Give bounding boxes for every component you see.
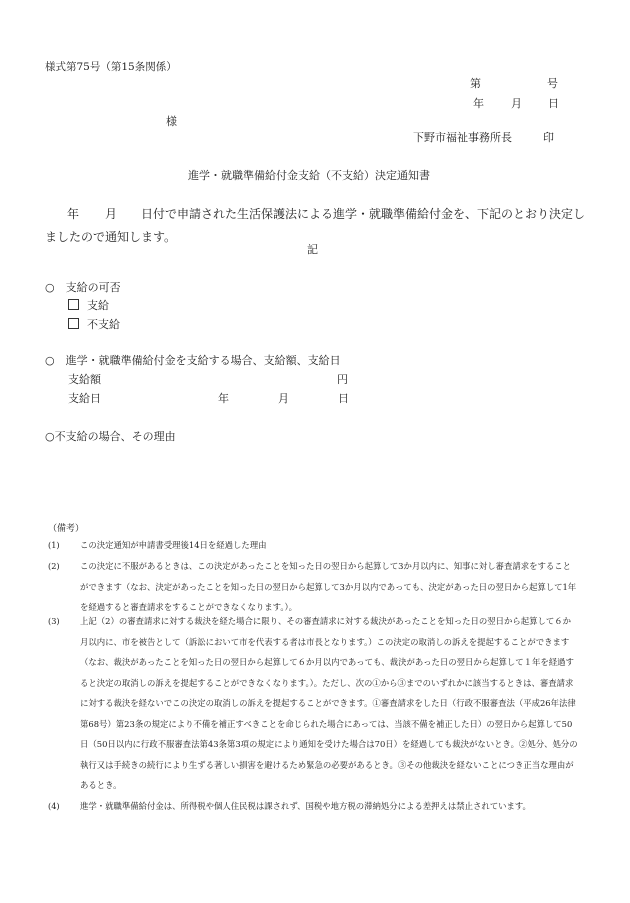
issuer-name: 下野市福祉事務所長 <box>413 131 512 144</box>
checkbox-reject[interactable] <box>68 318 79 329</box>
note-text-1: この決定通知が申請書受理後14日を経過した理由 <box>80 540 267 550</box>
header-month: 月 <box>511 97 522 110</box>
payment-month: 月 <box>278 392 289 405</box>
note-number-1: (1) <box>48 540 60 550</box>
checkbox-approve[interactable] <box>68 299 79 310</box>
document-number-suffix: 号 <box>547 77 558 90</box>
header-year: 年 <box>473 97 484 110</box>
document-number-prefix: 第 <box>470 77 481 90</box>
note-number-2: (2) <box>48 561 60 571</box>
payment-day: 日 <box>338 392 349 405</box>
note-number-4: (4) <box>48 801 60 811</box>
amount-label: 支給額 <box>68 373 101 386</box>
note-number-3: (3) <box>48 616 60 626</box>
document-title: 進学・就職準備給付金支給（不支給）決定通知書 <box>188 169 430 182</box>
option-reject[interactable] <box>68 316 120 332</box>
section-reason-heading: ○不支給の場合、その理由 <box>45 430 176 443</box>
note-text-3: 上記（2）の審査請求に対する裁決を経た場合に限り、その審査請求に対する裁決があったことを知った日の翌日から起算して６か月以内に、市を被告として（訴訟において市を代表する者は市長となります。）この決定の取消しの訴えを提起することができます（なお、裁決があったことを知った日の翌日から起算して６か月以内であっても、裁決があった日の翌日から起算して１年を経過すると決定の取消しの訴えを提起することができなくなります。）。ただし、次の①から③までのいずれかに該当するときは、審査請求に対する裁決を経ないでこの決定の取消しの訴えを提起することができます。①審査請求をした日（行政不服審査法（平成26年法律第68号）第23条の規定により不備を補正すべきことを命じられた場合にあっては、当該不備を補正した日）の翌日から起算して50日（50日以内に行政不服審査法第43条第3項の規定により通知を受けた場合は70日）を経過しても裁決がないとき。②処分、処分の執行又は手続きの続行により生ずる著しい損害を避けるため緊急の必要があるとき。③その他裁決を経ないことにつき正当な理由があるとき。 <box>80 616 578 790</box>
body-text: 日付で申請された生活保護法による進学・就職準備給付金を、下記のとおり決定しましたので通知します。 <box>45 207 586 244</box>
date-year-label: 年 <box>67 207 80 221</box>
option-reject-label: 不支給 <box>87 318 120 331</box>
yen-unit: 円 <box>337 373 348 386</box>
notes-heading: （備考） <box>48 524 85 534</box>
ki-marker: 記 <box>307 243 318 256</box>
seal-mark: 印 <box>543 131 554 144</box>
note-text-2: この決定に不服があるときは、この決定があったことを知った日の翌日から起算して3か月以内に、知事に対し審査請求をすることができます（なお、決定があったことを知った日の翌日から起算して3か月以内であっても、決定があった日の翌日から起算して1年を経過すると審査請求をすることができなくなります。）。 <box>80 561 577 612</box>
note-text-4: 進学・就職準備給付金は、所得税や個人住民税は課されず、国税や地方税の滞納処分による差押えは禁止されています。 <box>80 801 531 811</box>
form-id: 様式第75号（第15条関係） <box>45 61 177 73</box>
section-approval-heading: ○ 支給の可否 <box>45 281 121 294</box>
option-approve-label: 支給 <box>87 299 109 312</box>
date-month-label: 月 <box>105 207 118 221</box>
addressee-suffix: 様 <box>166 115 177 128</box>
payment-date-label: 支給日 <box>68 392 101 405</box>
payment-year: 年 <box>218 392 229 405</box>
header-day: 日 <box>548 97 559 110</box>
section-payment-heading: ○ 進学・就職準備給付金を支給する場合、支給額、支給日 <box>45 354 341 367</box>
option-approve[interactable] <box>68 297 109 313</box>
